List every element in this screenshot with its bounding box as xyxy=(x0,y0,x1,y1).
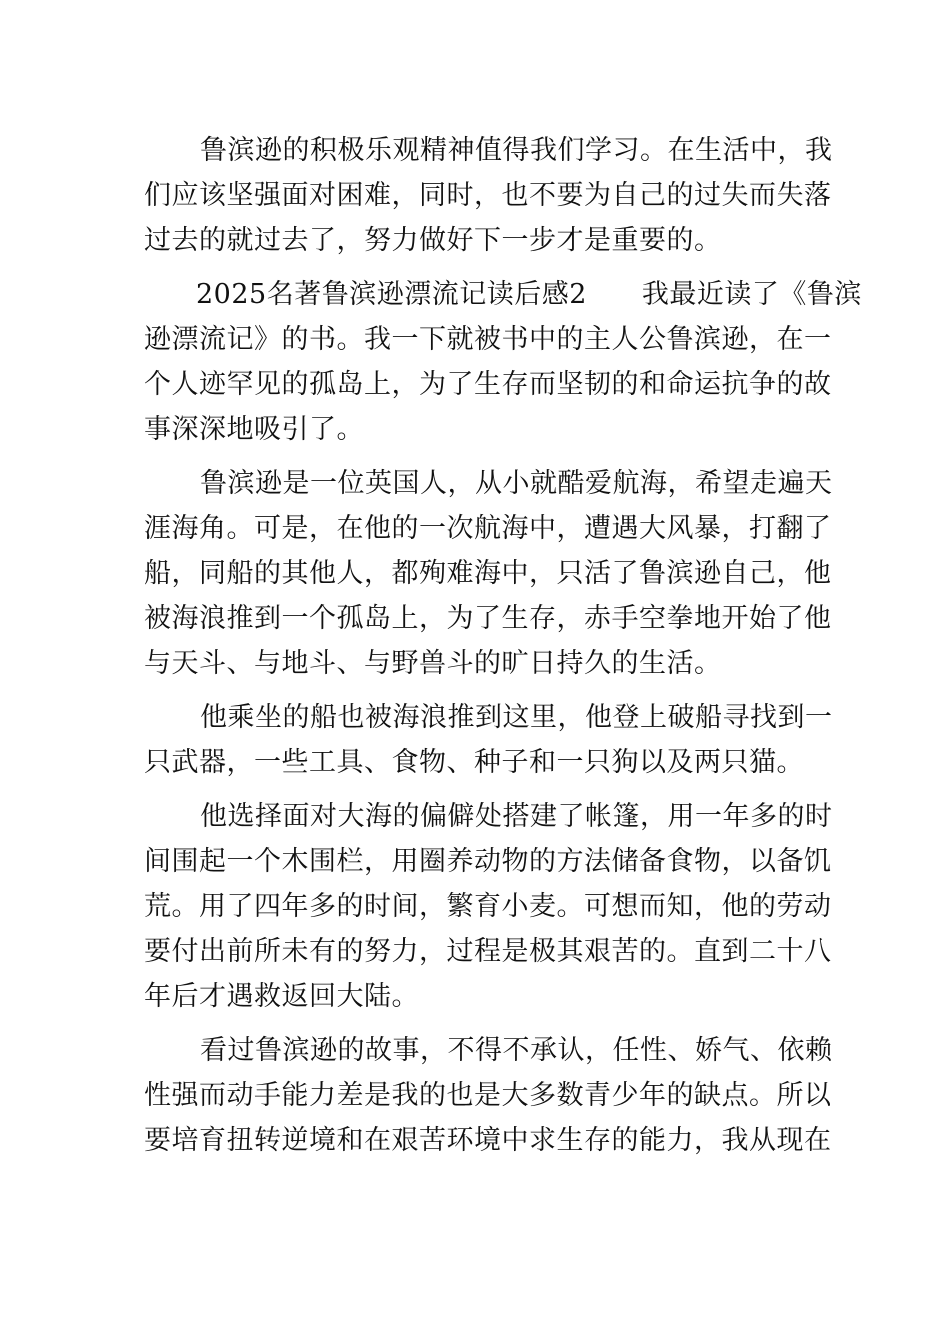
paragraph-line: 个人迹罕见的孤岛上，为了生存而坚韧的和命运抗争的故 xyxy=(144,369,832,400)
paragraph-line: 逊漂流记》的书。我一下就被书中的主人公鲁滨逊，在一 xyxy=(144,324,832,355)
document-body xyxy=(144,128,862,1163)
paragraph-line: 年后才遇救返回大陆。 xyxy=(144,981,419,1012)
paragraph-line: 他选择面对大海的偏僻处搭建了帐篷，用一年多的时 xyxy=(200,801,833,832)
paragraph-line: 荒。用了四年多的时间，繁育小麦。可想而知，他的劳动 xyxy=(144,891,832,922)
section-heading-line: 2025名著鲁滨逊漂流记读后感2 我最近读了《鲁滨 xyxy=(196,279,862,310)
paragraph-line: 性强而动手能力差是我的也是大多数青少年的缺点。所以 xyxy=(144,1080,832,1111)
paragraph-line: 看过鲁滨逊的故事，不得不承认，任性、娇气、依赖 xyxy=(200,1035,833,1066)
paragraph-line: 鲁滨逊是一位英国人，从小就酷爱航海，希望走遍天 xyxy=(200,468,833,499)
paragraph-line: 过去的就过去了，努力做好下一步才是重要的。 xyxy=(144,225,722,256)
paragraph-line: 只武器，一些工具、食物、种子和一只狗以及两只猫。 xyxy=(144,747,804,778)
paragraph-line: 船，同船的其他人，都殉难海中，只活了鲁滨逊自己，他 xyxy=(144,558,832,589)
paragraph-line: 与天斗、与地斗、与野兽斗的旷日持久的生活。 xyxy=(144,648,722,679)
paragraph-line: 间围起一个木围栏，用圈养动物的方法储备食物，以备饥 xyxy=(144,846,832,877)
paragraph-line: 要付出前所未有的努力，过程是极其艰苦的。直到二十八 xyxy=(144,936,832,967)
paragraph-line: 被海浪推到一个孤岛上，为了生存，赤手空拳地开始了他 xyxy=(144,603,832,634)
paragraph-line: 要培育扭转逆境和在艰苦环境中求生存的能力，我从现在 xyxy=(144,1125,832,1156)
paragraph-line: 他乘坐的船也被海浪推到这里，他登上破船寻找到一 xyxy=(200,702,833,733)
paragraph-line: 事深深地吸引了。 xyxy=(144,414,364,445)
paragraph-line: 涯海角。可是，在他的一次航海中，遭遇大风暴，打翻了 xyxy=(144,513,832,544)
paragraph-line: 鲁滨逊的积极乐观精神值得我们学习。在生活中，我 xyxy=(200,135,833,166)
paragraph-line: 们应该坚强面对困难，同时，也不要为自己的过失而失落 xyxy=(144,180,832,211)
